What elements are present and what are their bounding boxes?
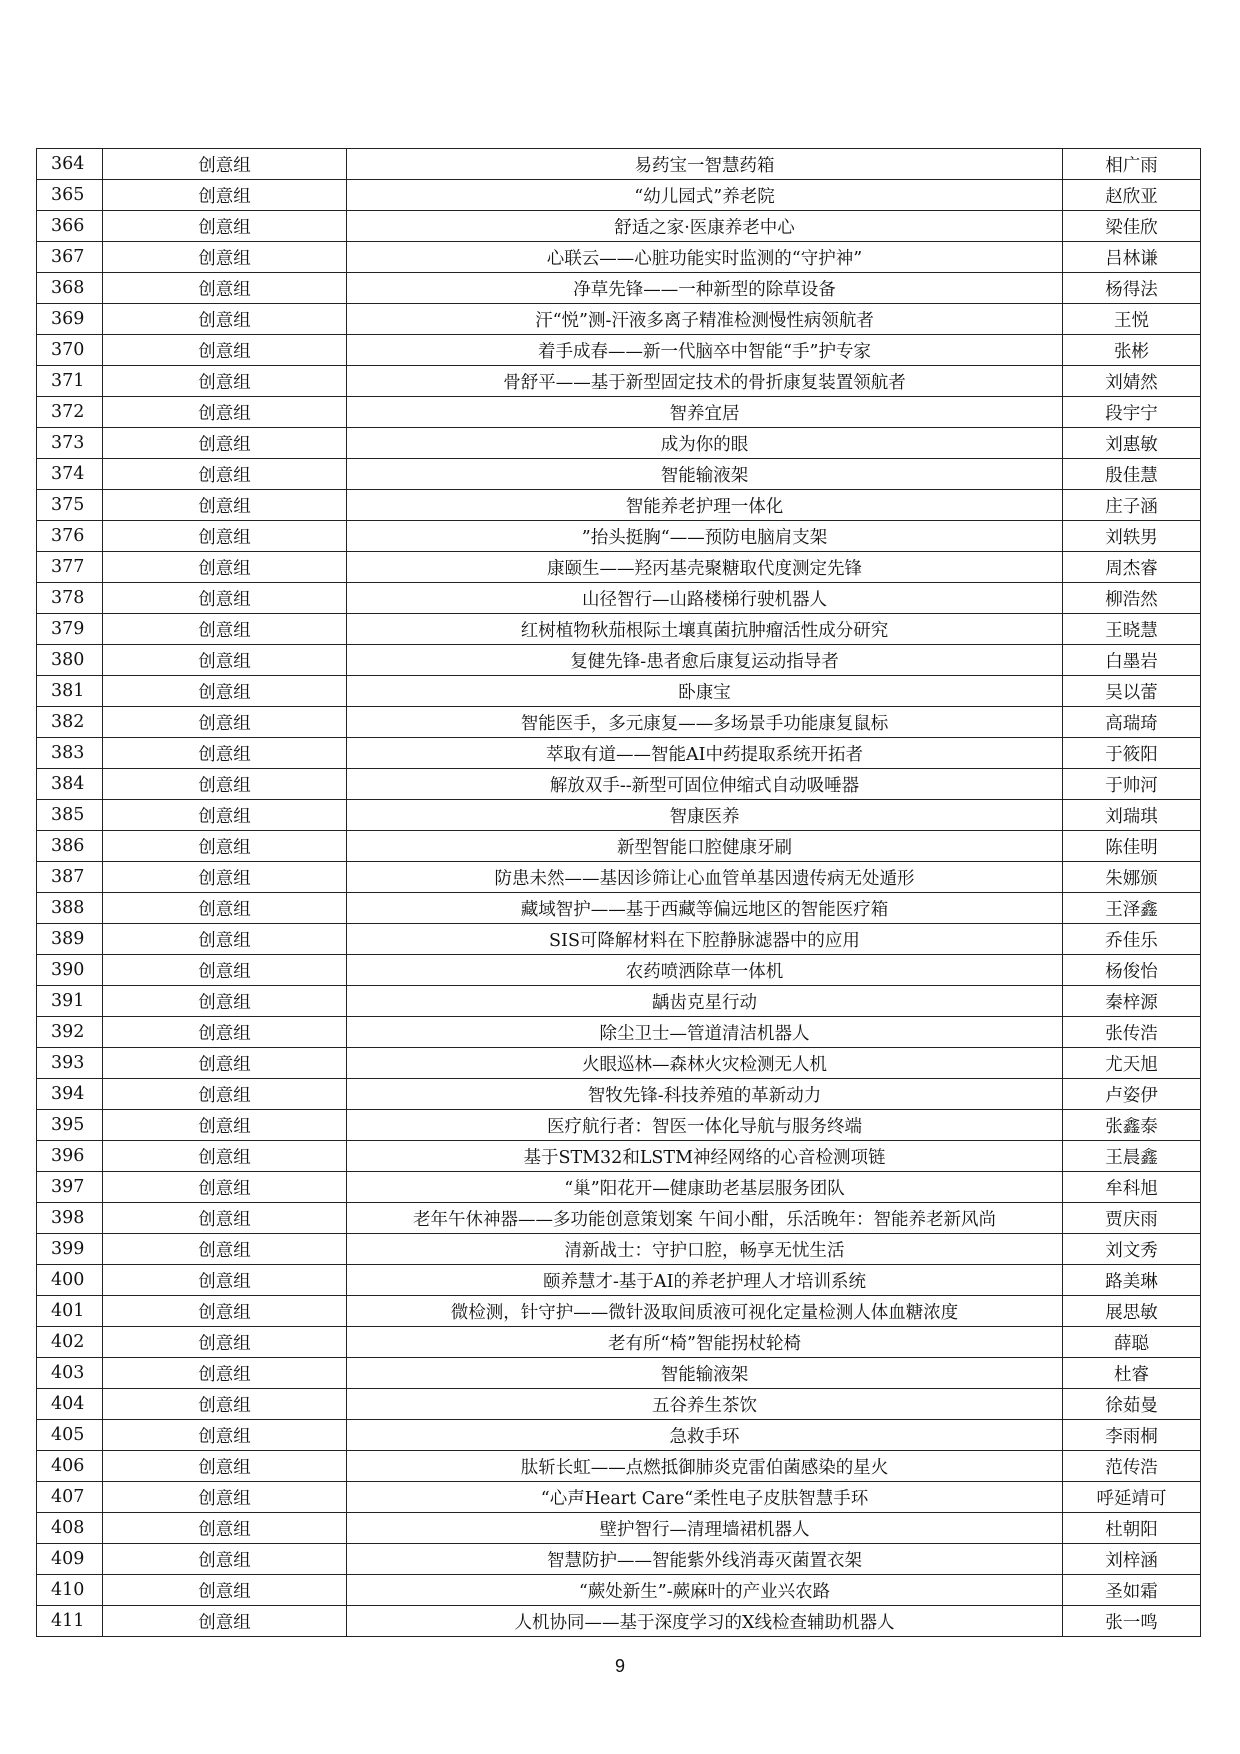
entry-title: 基于STM32和LSTM神经网络的心音检测项链 (347, 1141, 1063, 1172)
entry-author: 王晓慧 (1063, 614, 1201, 645)
entry-group: 创意组 (103, 1172, 347, 1203)
entry-number: 406 (37, 1451, 103, 1482)
entry-author: 尤天旭 (1063, 1048, 1201, 1079)
entry-group: 创意组 (103, 831, 347, 862)
entry-author: 牟科旭 (1063, 1172, 1201, 1203)
entry-number: 378 (37, 583, 103, 614)
entry-title: 五谷养生茶饮 (347, 1389, 1063, 1420)
entry-title: 新型智能口腔健康牙刷 (347, 831, 1063, 862)
entry-number: 383 (37, 738, 103, 769)
entry-group: 创意组 (103, 273, 347, 304)
entry-author: 杜朝阳 (1063, 1513, 1201, 1544)
entry-author: 李雨桐 (1063, 1420, 1201, 1451)
entry-title: 龋齿克星行动 (347, 986, 1063, 1017)
entry-title: 成为你的眼 (347, 428, 1063, 459)
table-row (37, 614, 1201, 645)
entry-author: 于筱阳 (1063, 738, 1201, 769)
entry-title: SIS可降解材料在下腔静脉滤器中的应用 (347, 924, 1063, 955)
entry-number: 409 (37, 1544, 103, 1575)
entry-group: 创意组 (103, 1327, 347, 1358)
entry-author: 朱娜颁 (1063, 862, 1201, 893)
table-row (37, 304, 1201, 335)
table-row (37, 769, 1201, 800)
entry-author: 徐茹曼 (1063, 1389, 1201, 1420)
entry-author: 王悦 (1063, 304, 1201, 335)
entry-author: 刘婧然 (1063, 366, 1201, 397)
entry-group: 创意组 (103, 552, 347, 583)
table-row (37, 924, 1201, 955)
entry-group: 创意组 (103, 1079, 347, 1110)
entry-title: ”抬头挺胸“——预防电脑肩支架 (347, 521, 1063, 552)
entry-title: 医疗航行者：智医一体化导航与服务终端 (347, 1110, 1063, 1141)
entry-title: 智慧防护——智能紫外线消毒灭菌置衣架 (347, 1544, 1063, 1575)
entry-title: 智能输液架 (347, 459, 1063, 490)
table-row (37, 831, 1201, 862)
entry-author: 陈佳明 (1063, 831, 1201, 862)
entry-title: 智能医手，多元康复——多场景手功能康复鼠标 (347, 707, 1063, 738)
entry-title: 山径智行—山路楼梯行驶机器人 (347, 583, 1063, 614)
table-row (37, 521, 1201, 552)
entry-number: 405 (37, 1420, 103, 1451)
table-row (37, 1575, 1201, 1606)
entry-title: 卧康宝 (347, 676, 1063, 707)
table-row (37, 1265, 1201, 1296)
entry-number: 385 (37, 800, 103, 831)
table-row (37, 1389, 1201, 1420)
entry-number: 393 (37, 1048, 103, 1079)
entry-author: 殷佳慧 (1063, 459, 1201, 490)
entry-group: 创意组 (103, 1575, 347, 1606)
entry-number: 389 (37, 924, 103, 955)
entry-author: 柳浩然 (1063, 583, 1201, 614)
entry-group: 创意组 (103, 211, 347, 242)
entry-number: 373 (37, 428, 103, 459)
entry-author: 刘梓涵 (1063, 1544, 1201, 1575)
entry-group: 创意组 (103, 242, 347, 273)
entry-number: 372 (37, 397, 103, 428)
table-row (37, 583, 1201, 614)
entry-number: 397 (37, 1172, 103, 1203)
table-row (37, 211, 1201, 242)
entry-author: 杜睿 (1063, 1358, 1201, 1389)
entry-title: 智养宜居 (347, 397, 1063, 428)
entry-group: 创意组 (103, 1203, 347, 1234)
entry-author: 王晨鑫 (1063, 1141, 1201, 1172)
entry-group: 创意组 (103, 1420, 347, 1451)
table-row (37, 1296, 1201, 1327)
entry-number: 380 (37, 645, 103, 676)
table-row (37, 180, 1201, 211)
table-row (37, 738, 1201, 769)
entry-title: 清新战士：守护口腔，畅享无忧生活 (347, 1234, 1063, 1265)
entry-number: 394 (37, 1079, 103, 1110)
entry-title: 解放双手--新型可固位伸缩式自动吸唾器 (347, 769, 1063, 800)
entry-author: 吕林谦 (1063, 242, 1201, 273)
entry-author: 段宇宁 (1063, 397, 1201, 428)
table-row (37, 1110, 1201, 1141)
table-row (37, 366, 1201, 397)
entry-title: 老年午休神器——多功能创意策划案 午间小酣，乐活晚年：智能养老新风尚 (347, 1203, 1063, 1234)
entry-number: 402 (37, 1327, 103, 1358)
entry-group: 创意组 (103, 676, 347, 707)
entry-author: 呼延靖可 (1063, 1482, 1201, 1513)
entry-group: 创意组 (103, 645, 347, 676)
entry-author: 张一鸣 (1063, 1606, 1201, 1637)
entry-number: 379 (37, 614, 103, 645)
entry-title: 舒适之家·医康养老中心 (347, 211, 1063, 242)
entry-author: 展思敏 (1063, 1296, 1201, 1327)
table-row (37, 552, 1201, 583)
entry-group: 创意组 (103, 800, 347, 831)
entry-number: 401 (37, 1296, 103, 1327)
entry-author: 吴以蕾 (1063, 676, 1201, 707)
entry-title: “巢”阳花开—健康助老基层服务团队 (347, 1172, 1063, 1203)
entry-group: 创意组 (103, 1234, 347, 1265)
entry-group: 创意组 (103, 335, 347, 366)
entry-group: 创意组 (103, 490, 347, 521)
table-row (37, 1513, 1201, 1544)
entry-author: 梁佳欣 (1063, 211, 1201, 242)
entry-title: 藏域智护——基于西藏等偏远地区的智能医疗箱 (347, 893, 1063, 924)
table-row (37, 862, 1201, 893)
entry-number: 388 (37, 893, 103, 924)
table-row (37, 1482, 1201, 1513)
entry-author: 路美琳 (1063, 1265, 1201, 1296)
table-row (37, 800, 1201, 831)
entry-group: 创意组 (103, 1017, 347, 1048)
entry-title: 防患未然——基因诊筛让心血管单基因遗传病无处遁形 (347, 862, 1063, 893)
entry-author: 刘惠敏 (1063, 428, 1201, 459)
table-row (37, 335, 1201, 366)
entry-number: 398 (37, 1203, 103, 1234)
table-row (37, 893, 1201, 924)
entry-number: 367 (37, 242, 103, 273)
entry-title: “幼儿园式”养老院 (347, 180, 1063, 211)
entry-number: 371 (37, 366, 103, 397)
entry-author: 杨得法 (1063, 273, 1201, 304)
table-row (37, 1141, 1201, 1172)
entry-author: 白墨岩 (1063, 645, 1201, 676)
entry-number: 396 (37, 1141, 103, 1172)
table-row (37, 242, 1201, 273)
entry-number: 366 (37, 211, 103, 242)
entry-number: 407 (37, 1482, 103, 1513)
entry-title: “蕨处新生”-蕨麻叶的产业兴农路 (347, 1575, 1063, 1606)
table-row (37, 1358, 1201, 1389)
entry-group: 创意组 (103, 1513, 347, 1544)
entry-number: 410 (37, 1575, 103, 1606)
table-row (37, 1606, 1201, 1637)
entry-number: 377 (37, 552, 103, 583)
entry-author: 高瑞琦 (1063, 707, 1201, 738)
entry-author: 卢姿伊 (1063, 1079, 1201, 1110)
entry-number: 384 (37, 769, 103, 800)
entry-group: 创意组 (103, 924, 347, 955)
entry-title: 老有所“椅”智能拐杖轮椅 (347, 1327, 1063, 1358)
entry-group: 创意组 (103, 180, 347, 211)
table-row (37, 459, 1201, 490)
table-row (37, 397, 1201, 428)
entry-title: 除尘卫士—管道清洁机器人 (347, 1017, 1063, 1048)
table-row (37, 707, 1201, 738)
entry-title: 智康医养 (347, 800, 1063, 831)
entry-author: 贾庆雨 (1063, 1203, 1201, 1234)
entry-author: 张传浩 (1063, 1017, 1201, 1048)
entry-number: 390 (37, 955, 103, 986)
entry-title: 火眼巡林—森林火灾检测无人机 (347, 1048, 1063, 1079)
entry-group: 创意组 (103, 1451, 347, 1482)
entry-title: 智能养老护理一体化 (347, 490, 1063, 521)
table-row (37, 1017, 1201, 1048)
entry-title: 肽斩长虹——点燃抵御肺炎克雷伯菌感染的星火 (347, 1451, 1063, 1482)
entry-author: 范传浩 (1063, 1451, 1201, 1482)
entry-number: 370 (37, 335, 103, 366)
table-row (37, 1079, 1201, 1110)
entry-title: 净草先锋——一种新型的除草设备 (347, 273, 1063, 304)
entry-title: 复健先锋-患者愈后康复运动指导者 (347, 645, 1063, 676)
entry-group: 创意组 (103, 521, 347, 552)
entry-title: 微检测，针守护——微针汲取间质液可视化定量检测人体血糖浓度 (347, 1296, 1063, 1327)
entry-author: 秦梓源 (1063, 986, 1201, 1017)
entry-group: 创意组 (103, 428, 347, 459)
entry-title: 急救手环 (347, 1420, 1063, 1451)
entry-author: 圣如霜 (1063, 1575, 1201, 1606)
entry-number: 411 (37, 1606, 103, 1637)
table-row (37, 1172, 1201, 1203)
entry-title: 易药宝一智慧药箱 (347, 149, 1063, 180)
entry-title: 萃取有道——智能AI中药提取系统开拓者 (347, 738, 1063, 769)
table-row (37, 1234, 1201, 1265)
entry-number: 368 (37, 273, 103, 304)
entry-number: 408 (37, 1513, 103, 1544)
entry-number: 386 (37, 831, 103, 862)
entry-group: 创意组 (103, 769, 347, 800)
entry-group: 创意组 (103, 738, 347, 769)
entry-author: 刘瑞琪 (1063, 800, 1201, 831)
entry-group: 创意组 (103, 459, 347, 490)
entry-group: 创意组 (103, 1048, 347, 1079)
entry-group: 创意组 (103, 397, 347, 428)
entry-title: 人机协同——基于深度学习的X线检查辅助机器人 (347, 1606, 1063, 1637)
entry-number: 382 (37, 707, 103, 738)
entry-number: 375 (37, 490, 103, 521)
table-row (37, 676, 1201, 707)
entry-group: 创意组 (103, 1358, 347, 1389)
table-row (37, 986, 1201, 1017)
entry-title: 汗“悦”测-汗液多离子精准检测慢性病领航者 (347, 304, 1063, 335)
table-row (37, 955, 1201, 986)
entry-number: 387 (37, 862, 103, 893)
entry-number: 391 (37, 986, 103, 1017)
entry-title: 农药喷洒除草一体机 (347, 955, 1063, 986)
table-row (37, 1203, 1201, 1234)
entry-author: 周杰睿 (1063, 552, 1201, 583)
table-row (37, 1048, 1201, 1079)
entry-group: 创意组 (103, 304, 347, 335)
entry-group: 创意组 (103, 614, 347, 645)
entry-author: 张鑫泰 (1063, 1110, 1201, 1141)
entry-group: 创意组 (103, 893, 347, 924)
table-row (37, 1544, 1201, 1575)
entry-author: 相广雨 (1063, 149, 1201, 180)
entry-group: 创意组 (103, 1265, 347, 1296)
table-row (37, 645, 1201, 676)
entry-group: 创意组 (103, 1544, 347, 1575)
entry-author: 刘轶男 (1063, 521, 1201, 552)
entry-number: 381 (37, 676, 103, 707)
entry-author: 赵欣亚 (1063, 180, 1201, 211)
entry-group: 创意组 (103, 1482, 347, 1513)
entry-title: 智牧先锋-科技养殖的革新动力 (347, 1079, 1063, 1110)
entry-number: 395 (37, 1110, 103, 1141)
table-row (37, 428, 1201, 459)
entry-group: 创意组 (103, 1606, 347, 1637)
entry-group: 创意组 (103, 1110, 347, 1141)
entry-number: 369 (37, 304, 103, 335)
entry-table-body (37, 149, 1201, 1637)
entry-title: 颐养慧才-基于AI的养老护理人才培训系统 (347, 1265, 1063, 1296)
entry-group: 创意组 (103, 862, 347, 893)
entry-group: 创意组 (103, 583, 347, 614)
entry-title: 智能输液架 (347, 1358, 1063, 1389)
entry-title: 心联云——心脏功能实时监测的“守护神” (347, 242, 1063, 273)
entry-number: 399 (37, 1234, 103, 1265)
entry-number: 403 (37, 1358, 103, 1389)
entry-title: 骨舒平——基于新型固定技术的骨折康复装置领航者 (347, 366, 1063, 397)
entry-title: “心声Heart Care“柔性电子皮肤智慧手环 (347, 1482, 1063, 1513)
entry-number: 400 (37, 1265, 103, 1296)
entry-author: 刘文秀 (1063, 1234, 1201, 1265)
table-row (37, 1451, 1201, 1482)
entry-table (36, 148, 1201, 1637)
table-row (37, 1420, 1201, 1451)
entry-group: 创意组 (103, 1389, 347, 1420)
entry-author: 于帅河 (1063, 769, 1201, 800)
entry-author: 薛聪 (1063, 1327, 1201, 1358)
entry-number: 376 (37, 521, 103, 552)
entry-title: 着手成春——新一代脑卒中智能“手”护专家 (347, 335, 1063, 366)
entry-group: 创意组 (103, 955, 347, 986)
entry-group: 创意组 (103, 1141, 347, 1172)
entry-table-container (36, 148, 1200, 1637)
table-row (37, 149, 1201, 180)
entry-number: 374 (37, 459, 103, 490)
entry-group: 创意组 (103, 986, 347, 1017)
table-row (37, 1327, 1201, 1358)
entry-title: 红树植物秋茄根际土壤真菌抗肿瘤活性成分研究 (347, 614, 1063, 645)
page-number: 9 (614, 1656, 625, 1676)
entry-group: 创意组 (103, 707, 347, 738)
entry-author: 庄子涵 (1063, 490, 1201, 521)
entry-group: 创意组 (103, 149, 347, 180)
entry-number: 365 (37, 180, 103, 211)
entry-author: 张彬 (1063, 335, 1201, 366)
entry-group: 创意组 (103, 366, 347, 397)
table-row (37, 490, 1201, 521)
entry-author: 乔佳乐 (1063, 924, 1201, 955)
entry-group: 创意组 (103, 1296, 347, 1327)
table-row (37, 273, 1201, 304)
entry-title: 康颐生——羟丙基壳聚糖取代度测定先锋 (347, 552, 1063, 583)
entry-number: 404 (37, 1389, 103, 1420)
entry-author: 王泽鑫 (1063, 893, 1201, 924)
entry-number: 364 (37, 149, 103, 180)
entry-author: 杨俊怡 (1063, 955, 1201, 986)
entry-title: 壁护智行—清理墙裙机器人 (347, 1513, 1063, 1544)
entry-number: 392 (37, 1017, 103, 1048)
